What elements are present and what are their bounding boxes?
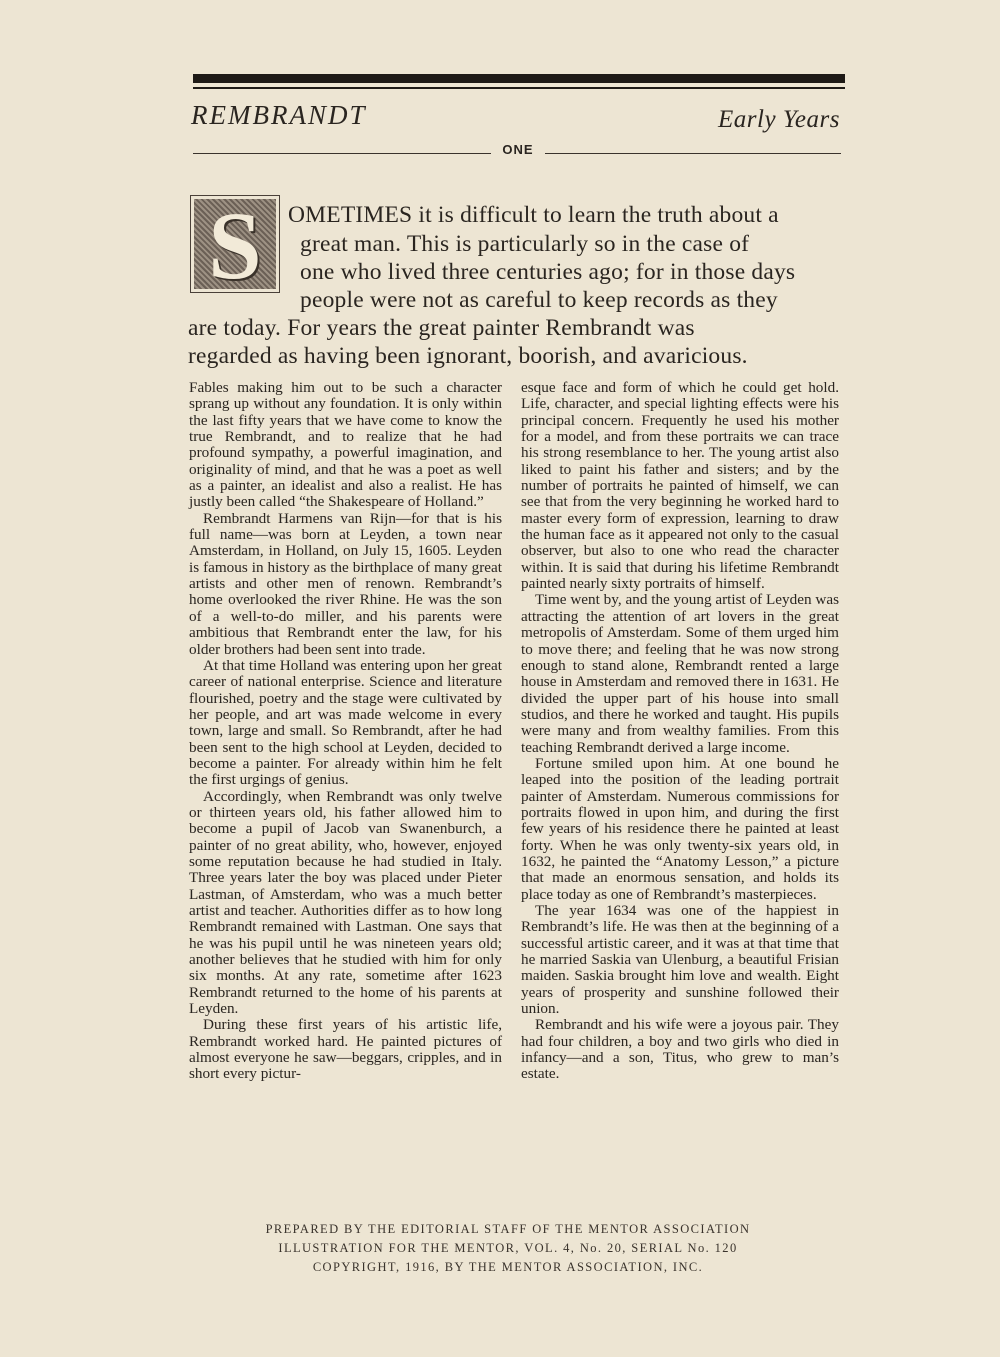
footer-credit-line: PREPARED BY THE EDITORIAL STAFF OF THE MENTOR ASSOCIATION: [265, 1222, 751, 1236]
drop-cap-ornament: [194, 192, 276, 299]
paragraph: Accordingly, when Rembrandt was only twelve or thirteen years old, his father allowed him to become a pupil of Jacob van Swanenburch, a painter of no great ability, who, however, enjoyed some reputation because he had studied in Italy. Three years later the boy was placed under Pieter Lastman, of Amsterdam, who was a much better artist and teacher. Authorities differ as to how long Rembrandt remained with Lastman. One says that he was his pupil until he was nineteen years old; another believes that he studied with him for only six months. At any rate, sometime after 1623 Rembrandt returned to the home of his parents at Leyden.: [189, 787, 502, 1018]
footer-credit-line: ILLUSTRATION FOR THE MENTOR, VOL. 4, No. 20, SERIAL No. 120: [278, 1241, 738, 1255]
chapter-label: ONE: [502, 142, 534, 157]
footer-copyright-line: COPYRIGHT, 1916, BY THE MENTOR ASSOCIATION, INC.: [312, 1260, 704, 1274]
drop-cap-letter: S: [208, 192, 262, 299]
intro-line: are today. For years the great painter Rembrandt was: [188, 315, 695, 341]
running-title-right: Early Years: [718, 106, 840, 133]
paragraph: The year 1634 was one of the happiest in Rembrandt’s life. He was then at the beginning of a successful artistic career, and it was at that time that he married Saskia van Ulenburg, a beautiful Frisian maiden. Saskia brought him love and wealth. Eight years of prosperity and sunshine followed their union.: [521, 902, 839, 1018]
chapter-divider-right: [545, 153, 841, 154]
drop-cap: [190, 192, 280, 299]
paragraph: During these first years of his artistic life, Rembrandt worked hard. He painted pictures of almost everyone he saw—beggars, cripples, and in short every pictur-: [189, 1016, 502, 1083]
chapter-divider-left: [193, 153, 491, 154]
text-column-right: [521, 380, 839, 1083]
paragraph: Time went by, and the young artist of Leyden was attracting the attention of art lovers in the great metropolis of Amsterdam. Some of them urged him to move there; and feeling that he was now strong enough to stand alone, Rembrandt rented a large house in Amsterdam and removed there in 1631. He divided the upper part of his house into small studios, and there he worked and taught. His pupils were many and from wealthy families. From this teaching Rembrandt derived a large income.: [521, 591, 839, 756]
intro-line: people were not as careful to keep records as they: [300, 287, 778, 313]
paragraph: Fortune smiled upon him. At one bound he leaped into the position of the leading portrait painter of Amsterdam. Numerous commissions for portraits flowed in upon him, and during the first few years of his residence there he painted at least forty. When he was only twenty-six years old, in 1632, he painted the “Anatomy Lesson,” a picture that made an enormous sensation, and holds its place today as one of Rembrandt’s masterpieces.: [521, 754, 839, 903]
intro-line: one who lived three centuries ago; for in those days: [300, 259, 796, 285]
text-column-left: [189, 380, 502, 1083]
paragraph: At that time Holland was entering upon her great career of national enterprise. Science and literature flourished, poetry and the stage were cultivated by her people, and art was made welcome in every town, large and small. So Rembrandt, after he had been sent to the high school at Leyden, decided to become a painter. For already within him he felt the first urgings of genius.: [189, 656, 502, 789]
paragraph: Rembrandt and his wife were a joyous pair. They had four children, a boy and two girls who died in infancy—and a son, Titus, who grew to man’s estate.: [521, 1016, 839, 1083]
header-thin-rule: [193, 87, 845, 89]
paragraph: esque face and form of which he could get hold. Life, character, and special lighting effects were his principal concern. Frequently he used his mother for a model, and from these portraits we can trace his strong resemblance to her. The young artist also liked to paint his father and sisters; and by the number of portraits he painted of himself, we can see that from the very beginning he worked hard to master every form of expression, learning to draw the human face as it appeared not only to the casual observer, but also to one who read the character within. It is said that during his lifetime Rembrandt painted nearly sixty portraits of himself.: [521, 379, 839, 593]
running-title-left: REMBRANDT: [191, 100, 367, 130]
intro-line: great man. This is particularly so in the case of: [300, 231, 750, 257]
intro-line: OMETIMES it is difficult to learn the truth about a: [288, 202, 779, 228]
intro-line: regarded as having been ignorant, boorish, and avaricious.: [188, 343, 748, 369]
paragraph: Rembrandt Harmens van Rijn—for that is his full name—was born at Leyden, a town near Amsterdam, in Holland, on July 15, 1605. Leyden is famous in history as the birthplace of many great artists and other men of renown. Rembrandt’s home overlooked the river Rhine. He was the son of a well-to-do miller, and his parents were ambitious that Rembrandt enter the law, for his older brothers had been sent into trade.: [189, 509, 502, 658]
paragraph: Fables making him out to be such a character sprang up without any foundation. It is only within the last fifty years that we have come to know the true Rembrandt, and to realize that he had profound sympathy, a powerful imagination, and originality of mind, and that he was a poet as well as a painter, an idealist and also a realist. He has justly been called “the Shakespeare of Holland.”: [189, 379, 502, 511]
header-thick-rule: [193, 74, 845, 83]
